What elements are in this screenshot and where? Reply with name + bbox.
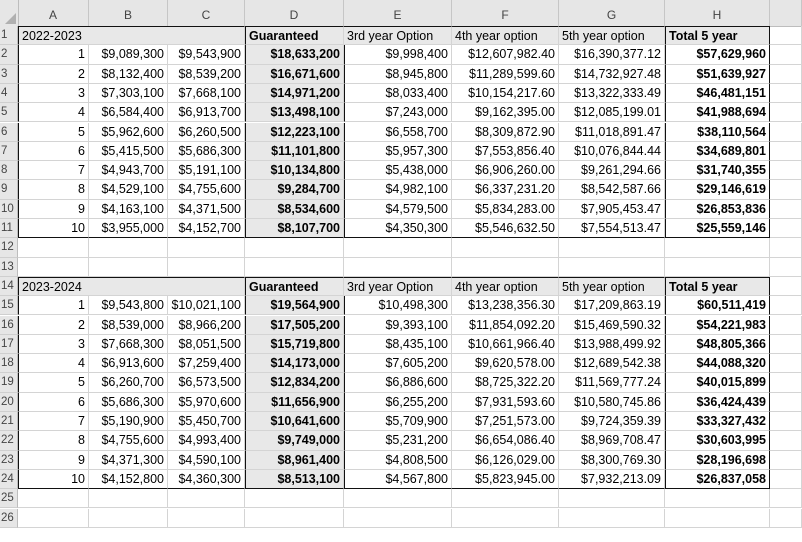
row-header-9[interactable]: 9 [0, 180, 18, 199]
cell[interactable] [89, 509, 168, 528]
data-cell[interactable]: $5,709,900 [344, 412, 452, 431]
data-cell[interactable]: $15,469,590.32 [559, 316, 665, 335]
data-cell[interactable]: $13,322,333.49 [559, 84, 665, 103]
data-cell[interactable]: $10,154,217.60 [452, 84, 559, 103]
data-cell[interactable]: $11,656,900 [245, 393, 344, 412]
data-cell[interactable]: 8 [18, 431, 89, 450]
cell[interactable] [452, 238, 559, 257]
data-cell[interactable]: $6,573,500 [168, 373, 245, 392]
header-h[interactable]: Total 5 year [665, 277, 770, 296]
data-cell[interactable]: 3 [18, 84, 89, 103]
row-header-3[interactable]: 3 [0, 65, 18, 84]
row-header-6[interactable]: 6 [0, 123, 18, 142]
data-cell[interactable]: $26,853,836 [665, 200, 770, 219]
data-cell[interactable]: 9 [18, 200, 89, 219]
data-cell[interactable]: $30,603,995 [665, 431, 770, 450]
data-cell[interactable]: 10 [18, 219, 89, 238]
data-cell[interactable]: 5 [18, 123, 89, 142]
data-cell[interactable]: $16,390,377.12 [559, 45, 665, 64]
data-cell[interactable]: $6,913,700 [168, 103, 245, 122]
cell[interactable] [18, 238, 89, 257]
data-cell[interactable]: $6,255,200 [344, 393, 452, 412]
data-cell[interactable]: $5,957,300 [344, 142, 452, 161]
cell[interactable] [770, 84, 802, 103]
data-cell[interactable]: $11,569,777.24 [559, 373, 665, 392]
row-header-17[interactable]: 17 [0, 335, 18, 354]
cell[interactable] [770, 26, 802, 45]
data-cell[interactable]: $33,327,432 [665, 412, 770, 431]
data-cell[interactable]: 5 [18, 373, 89, 392]
data-cell[interactable]: $5,823,945.00 [452, 470, 559, 489]
cell[interactable] [559, 489, 665, 508]
cell[interactable] [770, 451, 802, 470]
row-header-16[interactable]: 16 [0, 316, 18, 335]
data-cell[interactable]: $11,101,800 [245, 142, 344, 161]
data-cell[interactable]: $16,671,600 [245, 65, 344, 84]
cell[interactable] [245, 238, 344, 257]
cell[interactable] [770, 412, 802, 431]
cell[interactable] [452, 258, 559, 277]
data-cell[interactable]: $4,529,100 [89, 180, 168, 199]
select-all-triangle-icon [5, 13, 16, 24]
row-header-2[interactable]: 2 [0, 45, 18, 64]
data-cell[interactable]: $51,639,927 [665, 65, 770, 84]
data-cell[interactable]: $9,998,400 [344, 45, 452, 64]
cell[interactable] [770, 219, 802, 238]
data-cell[interactable]: $6,654,086.40 [452, 431, 559, 450]
data-cell[interactable]: $9,393,100 [344, 316, 452, 335]
data-cell[interactable]: $12,607,982.40 [452, 45, 559, 64]
cell[interactable] [18, 489, 89, 508]
cell[interactable] [559, 258, 665, 277]
row-header-7[interactable]: 7 [0, 142, 18, 161]
data-cell[interactable]: $36,424,439 [665, 393, 770, 412]
cell[interactable] [770, 335, 802, 354]
data-cell[interactable]: 8 [18, 180, 89, 199]
data-cell[interactable]: $4,371,500 [168, 200, 245, 219]
data-cell[interactable]: $5,190,900 [89, 412, 168, 431]
header-e[interactable]: 3rd year Option [344, 26, 452, 45]
cell[interactable] [770, 45, 802, 64]
header-f[interactable]: 4th year option [452, 26, 559, 45]
data-cell[interactable]: $4,993,400 [168, 431, 245, 450]
data-cell[interactable]: 2 [18, 65, 89, 84]
row-header-22[interactable]: 22 [0, 431, 18, 450]
data-cell[interactable]: $8,033,400 [344, 84, 452, 103]
cell[interactable] [770, 238, 802, 257]
data-cell[interactable]: $4,579,500 [344, 200, 452, 219]
cell[interactable] [665, 258, 770, 277]
data-cell[interactable]: $14,732,927.48 [559, 65, 665, 84]
cell[interactable] [168, 258, 245, 277]
data-cell[interactable]: $12,223,100 [245, 123, 344, 142]
header-e[interactable]: 3rd year Option [344, 277, 452, 296]
data-cell[interactable]: $5,834,283.00 [452, 200, 559, 219]
data-cell[interactable]: $10,498,300 [344, 296, 452, 315]
row-header-18[interactable]: 18 [0, 354, 18, 373]
data-cell[interactable]: $54,221,983 [665, 316, 770, 335]
row-header-20[interactable]: 20 [0, 393, 18, 412]
cell[interactable] [452, 509, 559, 528]
row-header-21[interactable]: 21 [0, 412, 18, 431]
data-cell[interactable]: $7,303,100 [89, 84, 168, 103]
cell[interactable] [770, 470, 802, 489]
data-cell[interactable]: $6,906,260.00 [452, 161, 559, 180]
data-cell[interactable]: $4,567,800 [344, 470, 452, 489]
data-cell[interactable]: $9,724,359.39 [559, 412, 665, 431]
data-cell[interactable]: $7,553,856.40 [452, 142, 559, 161]
data-cell[interactable]: $57,629,960 [665, 45, 770, 64]
cell[interactable] [665, 238, 770, 257]
cell[interactable] [168, 489, 245, 508]
data-cell[interactable]: 4 [18, 103, 89, 122]
data-cell[interactable]: $5,438,000 [344, 161, 452, 180]
row-header-1[interactable]: 1 [0, 26, 18, 45]
cell[interactable] [245, 489, 344, 508]
data-cell[interactable]: $6,260,700 [89, 373, 168, 392]
cell[interactable] [344, 238, 452, 257]
data-cell[interactable]: $8,542,587.66 [559, 180, 665, 199]
row-header-23[interactable]: 23 [0, 451, 18, 470]
data-cell[interactable]: $7,932,213.09 [559, 470, 665, 489]
data-cell[interactable]: $13,498,100 [245, 103, 344, 122]
data-cell[interactable]: 7 [18, 412, 89, 431]
data-cell[interactable]: $9,089,300 [89, 45, 168, 64]
row-header-10[interactable]: 10 [0, 200, 18, 219]
data-cell[interactable]: $5,450,700 [168, 412, 245, 431]
data-cell[interactable]: $19,564,900 [245, 296, 344, 315]
row-header-4[interactable]: 4 [0, 84, 18, 103]
cell[interactable] [344, 509, 452, 528]
header-f[interactable]: 4th year option [452, 277, 559, 296]
cell[interactable] [665, 509, 770, 528]
data-cell[interactable]: 6 [18, 393, 89, 412]
data-cell[interactable]: $28,196,698 [665, 451, 770, 470]
column-header-a[interactable]: A [18, 0, 89, 26]
cell[interactable] [168, 509, 245, 528]
section-label[interactable]: 2023-2024 [18, 277, 245, 296]
cell[interactable] [245, 258, 344, 277]
cell[interactable] [89, 238, 168, 257]
data-cell[interactable]: $8,132,400 [89, 65, 168, 84]
data-cell[interactable]: $4,808,500 [344, 451, 452, 470]
cell[interactable] [770, 200, 802, 219]
column-header-e[interactable]: E [344, 0, 452, 26]
data-cell[interactable]: $9,749,000 [245, 431, 344, 450]
row-header-5[interactable]: 5 [0, 103, 18, 122]
data-cell[interactable]: $44,088,320 [665, 354, 770, 373]
header-g[interactable]: 5th year option [559, 26, 665, 45]
data-cell[interactable]: $7,931,593.60 [452, 393, 559, 412]
column-header-f[interactable]: F [452, 0, 559, 26]
data-cell[interactable]: $4,152,700 [168, 219, 245, 238]
column-header-overflow[interactable] [770, 0, 802, 26]
column-header-b[interactable]: B [89, 0, 168, 26]
data-cell[interactable]: $25,559,146 [665, 219, 770, 238]
data-cell[interactable]: $8,534,600 [245, 200, 344, 219]
data-cell[interactable]: $48,805,366 [665, 335, 770, 354]
cell[interactable] [89, 489, 168, 508]
data-cell[interactable]: $8,539,000 [89, 316, 168, 335]
data-cell[interactable]: $12,834,200 [245, 373, 344, 392]
data-cell[interactable]: $9,261,294.66 [559, 161, 665, 180]
data-cell[interactable]: $5,231,200 [344, 431, 452, 450]
cell[interactable] [559, 509, 665, 528]
data-cell[interactable]: $29,146,619 [665, 180, 770, 199]
data-cell[interactable]: $7,605,200 [344, 354, 452, 373]
data-cell[interactable]: $9,543,900 [168, 45, 245, 64]
column-header-c[interactable]: C [168, 0, 245, 26]
cell[interactable] [770, 354, 802, 373]
data-cell[interactable]: $9,162,395.00 [452, 103, 559, 122]
cell[interactable] [245, 509, 344, 528]
data-cell[interactable]: $6,260,500 [168, 123, 245, 142]
data-cell[interactable]: $5,686,300 [89, 393, 168, 412]
data-cell[interactable]: 10 [18, 470, 89, 489]
data-cell[interactable]: 6 [18, 142, 89, 161]
data-cell[interactable]: $7,243,000 [344, 103, 452, 122]
cell[interactable] [770, 123, 802, 142]
cell[interactable] [770, 180, 802, 199]
data-cell[interactable]: $6,337,231.20 [452, 180, 559, 199]
data-cell[interactable]: $38,110,564 [665, 123, 770, 142]
data-cell[interactable]: 1 [18, 45, 89, 64]
data-cell[interactable]: $10,661,966.40 [452, 335, 559, 354]
data-cell[interactable]: $7,668,300 [89, 335, 168, 354]
data-cell[interactable]: $12,689,542.38 [559, 354, 665, 373]
data-cell[interactable]: $7,259,400 [168, 354, 245, 373]
cell[interactable] [770, 103, 802, 122]
data-cell[interactable]: $15,719,800 [245, 335, 344, 354]
column-header-d[interactable]: D [245, 0, 344, 26]
cell[interactable] [770, 393, 802, 412]
cell[interactable] [18, 258, 89, 277]
data-cell[interactable]: $3,955,000 [89, 219, 168, 238]
data-cell[interactable]: $8,513,100 [245, 470, 344, 489]
data-cell[interactable]: $5,191,100 [168, 161, 245, 180]
data-cell[interactable]: $4,371,300 [89, 451, 168, 470]
row-header-24[interactable]: 24 [0, 470, 18, 489]
data-cell[interactable]: 2 [18, 316, 89, 335]
data-cell[interactable]: $4,152,800 [89, 470, 168, 489]
cell[interactable] [559, 238, 665, 257]
cell[interactable] [770, 316, 802, 335]
cell[interactable] [344, 258, 452, 277]
row-header-13[interactable]: 13 [0, 258, 18, 277]
section-label[interactable]: 2022-2023 [18, 26, 245, 45]
column-header-g[interactable]: G [559, 0, 665, 26]
cell[interactable] [770, 142, 802, 161]
data-cell[interactable]: $10,641,600 [245, 412, 344, 431]
data-cell[interactable]: $6,886,600 [344, 373, 452, 392]
data-cell[interactable]: $8,051,500 [168, 335, 245, 354]
cell[interactable] [770, 489, 802, 508]
cell[interactable] [770, 161, 802, 180]
cell[interactable] [770, 431, 802, 450]
data-cell[interactable]: $7,668,100 [168, 84, 245, 103]
data-cell[interactable]: $8,966,200 [168, 316, 245, 335]
cell[interactable] [665, 489, 770, 508]
data-cell[interactable]: $8,961,400 [245, 451, 344, 470]
data-cell[interactable]: $46,481,151 [665, 84, 770, 103]
data-cell[interactable]: $6,558,700 [344, 123, 452, 142]
data-cell[interactable]: $40,015,899 [665, 373, 770, 392]
select-all-corner[interactable] [0, 0, 19, 26]
data-cell[interactable]: $13,988,499.92 [559, 335, 665, 354]
data-cell[interactable]: $31,740,355 [665, 161, 770, 180]
data-cell[interactable]: $8,300,769.30 [559, 451, 665, 470]
data-cell[interactable]: $10,076,844.44 [559, 142, 665, 161]
data-cell[interactable]: $10,021,100 [168, 296, 245, 315]
data-cell[interactable]: $8,725,322.20 [452, 373, 559, 392]
data-cell[interactable]: $17,209,863.19 [559, 296, 665, 315]
row-header-11[interactable]: 11 [0, 219, 18, 238]
cell[interactable] [770, 509, 802, 528]
data-cell[interactable]: $6,913,600 [89, 354, 168, 373]
data-cell[interactable]: $8,435,100 [344, 335, 452, 354]
data-cell[interactable]: $7,251,573.00 [452, 412, 559, 431]
data-cell[interactable]: $14,971,200 [245, 84, 344, 103]
data-cell[interactable]: $5,546,632.50 [452, 219, 559, 238]
row-header-12[interactable]: 12 [0, 238, 18, 257]
cell[interactable] [89, 258, 168, 277]
data-cell[interactable]: $7,554,513.47 [559, 219, 665, 238]
data-cell[interactable]: $9,620,578.00 [452, 354, 559, 373]
data-cell[interactable]: $5,415,500 [89, 142, 168, 161]
data-cell[interactable]: $60,511,419 [665, 296, 770, 315]
row-header-8[interactable]: 8 [0, 161, 18, 180]
row-header-14[interactable]: 14 [0, 277, 18, 296]
data-cell[interactable]: $34,689,801 [665, 142, 770, 161]
row-header-19[interactable]: 19 [0, 373, 18, 392]
data-cell[interactable]: $8,107,700 [245, 219, 344, 238]
data-cell[interactable]: $14,173,000 [245, 354, 344, 373]
data-cell[interactable]: $17,505,200 [245, 316, 344, 335]
data-cell[interactable]: $4,755,600 [168, 180, 245, 199]
data-cell[interactable]: 3 [18, 335, 89, 354]
header-g[interactable]: 5th year option [559, 277, 665, 296]
data-cell[interactable]: $4,755,600 [89, 431, 168, 450]
data-cell[interactable]: $8,309,872.90 [452, 123, 559, 142]
cell[interactable] [770, 258, 802, 277]
data-cell[interactable]: $11,854,092.20 [452, 316, 559, 335]
cell[interactable] [168, 238, 245, 257]
cell[interactable] [18, 509, 89, 528]
data-cell[interactable]: $8,539,200 [168, 65, 245, 84]
cell[interactable] [344, 489, 452, 508]
data-cell[interactable]: 4 [18, 354, 89, 373]
header-h[interactable]: Total 5 year [665, 26, 770, 45]
data-cell[interactable]: $13,238,356.30 [452, 296, 559, 315]
data-cell[interactable]: $6,584,400 [89, 103, 168, 122]
data-cell[interactable]: $5,686,300 [168, 142, 245, 161]
data-cell[interactable]: $11,018,891.47 [559, 123, 665, 142]
data-cell[interactable]: $6,126,029.00 [452, 451, 559, 470]
cell[interactable] [452, 489, 559, 508]
data-cell[interactable]: 1 [18, 296, 89, 315]
cell[interactable] [770, 65, 802, 84]
data-cell[interactable]: $5,970,600 [168, 393, 245, 412]
data-cell[interactable]: $12,085,199.01 [559, 103, 665, 122]
data-cell[interactable]: $4,163,100 [89, 200, 168, 219]
data-cell[interactable]: $9,543,800 [89, 296, 168, 315]
data-cell[interactable]: $18,633,200 [245, 45, 344, 64]
data-cell[interactable]: $11,289,599.60 [452, 65, 559, 84]
header-d[interactable]: Guaranteed [245, 26, 344, 45]
data-cell[interactable]: $10,134,800 [245, 161, 344, 180]
data-cell[interactable]: $8,969,708.47 [559, 431, 665, 450]
row-header-25[interactable]: 25 [0, 489, 18, 508]
cell[interactable] [770, 296, 802, 315]
cell[interactable] [770, 277, 802, 296]
row-header-26[interactable]: 26 [0, 509, 18, 528]
data-cell[interactable]: $41,988,694 [665, 103, 770, 122]
data-cell[interactable]: 9 [18, 451, 89, 470]
row-header-15[interactable]: 15 [0, 296, 18, 315]
data-cell[interactable]: $7,905,453.47 [559, 200, 665, 219]
data-cell[interactable]: 7 [18, 161, 89, 180]
data-cell[interactable]: $5,962,600 [89, 123, 168, 142]
data-cell[interactable]: $4,590,100 [168, 451, 245, 470]
data-cell[interactable]: $4,943,700 [89, 161, 168, 180]
header-d[interactable]: Guaranteed [245, 277, 344, 296]
data-cell[interactable]: $10,580,745.86 [559, 393, 665, 412]
column-header-h[interactable]: H [665, 0, 770, 26]
data-cell[interactable]: $4,982,100 [344, 180, 452, 199]
data-cell[interactable]: $4,350,300 [344, 219, 452, 238]
cell[interactable] [770, 373, 802, 392]
data-cell[interactable]: $9,284,700 [245, 180, 344, 199]
data-cell[interactable]: $8,945,800 [344, 65, 452, 84]
data-cell[interactable]: $4,360,300 [168, 470, 245, 489]
data-cell[interactable]: $26,837,058 [665, 470, 770, 489]
